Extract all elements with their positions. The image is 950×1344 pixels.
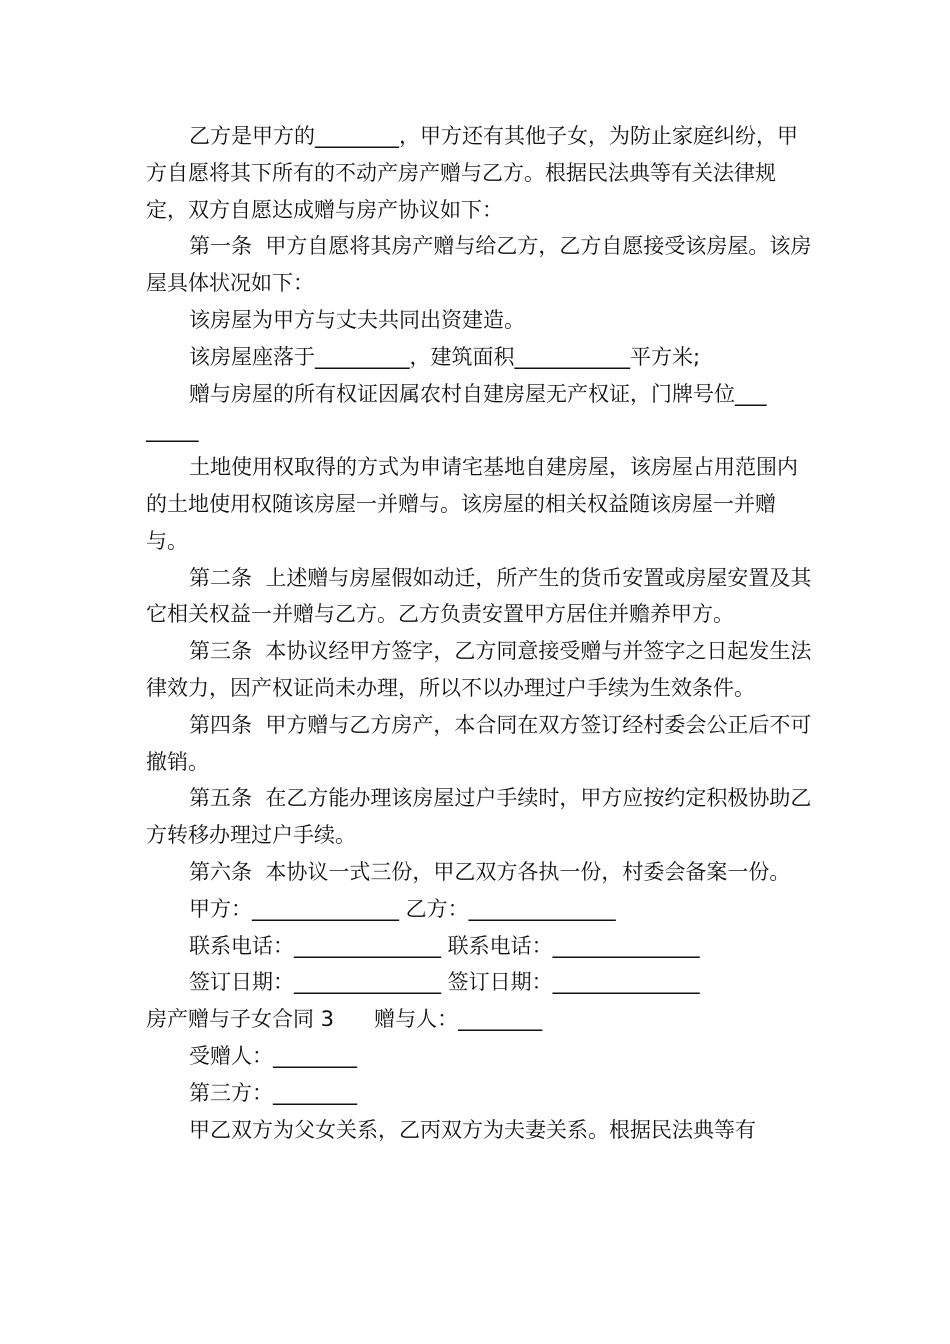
relationship-paragraph: 甲乙双方为父女关系，乙丙双方为夫妻关系。根据民法典等有 xyxy=(189,1117,756,1142)
article-4-paragraph: 第四条 甲方赠与乙方房产，本合同在双方签订经村委会公正后不可撤销。 xyxy=(146,712,812,774)
donee-line: 受赠人：________ xyxy=(189,1043,357,1068)
contract-3-heading: 房产赠与子女合同 3 赠与人：________ xyxy=(146,1007,543,1032)
article-2-paragraph: 第二条 上述赠与房屋假如动迁，所产生的货币安置或房屋安置及其它相关权益一并赠与乙方。乙方负责安置甲方居住并赡养甲方。 xyxy=(146,565,812,627)
land-use-paragraph: 土地使用权取得的方式为申请宅基地自建房屋，该房屋占用范围内的土地使用权随该房屋一并赠与。该房屋的相关权益随该房屋一并赠与。 xyxy=(146,455,798,553)
article-3-paragraph: 第三条 本协议经甲方签字，乙方同意接受赠与并签字之日起发生法律效力，因产权证尚未办理，所以不以办理过户手续为生效条件。 xyxy=(146,639,812,700)
party-signature-line: 甲方：______________ 乙方：______________ xyxy=(189,896,616,921)
house-construction-paragraph: 该房屋为甲方与丈夫共同出资建造。 xyxy=(189,307,525,332)
article-1-paragraph: 第一条 甲方自愿将其房产赠与给乙方，乙方自愿接受该房屋。该房屋具体状况如下： xyxy=(146,234,812,296)
sign-date-line: 签订日期：______________ 签订日期：______________ xyxy=(189,970,700,995)
phone-line: 联系电话：______________ 联系电话：______________ xyxy=(189,933,700,958)
third-party-line: 第三方：________ xyxy=(189,1080,357,1105)
intro-paragraph: 乙方是甲方的________，甲方还有其他子女，为防止家庭纠纷，甲方自愿将其下所有的不动产房产赠与乙方。根据民法典等有关法律规定，双方自愿达成赠与房产协议如下： xyxy=(146,124,798,222)
document-body xyxy=(146,118,812,1148)
house-location-paragraph: 该房屋座落于_________，建筑面积___________平方米; xyxy=(189,344,701,369)
article-5-paragraph: 第五条 在乙方能办理该房屋过户手续时，甲方应按约定积极协助乙方转移办理过户手续。 xyxy=(146,786,812,848)
house-number-paragraph: 赠与房屋的所有权证因属农村自建房屋无产权证，门牌号位___ _____ xyxy=(146,381,767,443)
article-6-paragraph: 第六条 本协议一式三份，甲乙双方各执一份，村委会备案一份。 xyxy=(189,859,791,884)
